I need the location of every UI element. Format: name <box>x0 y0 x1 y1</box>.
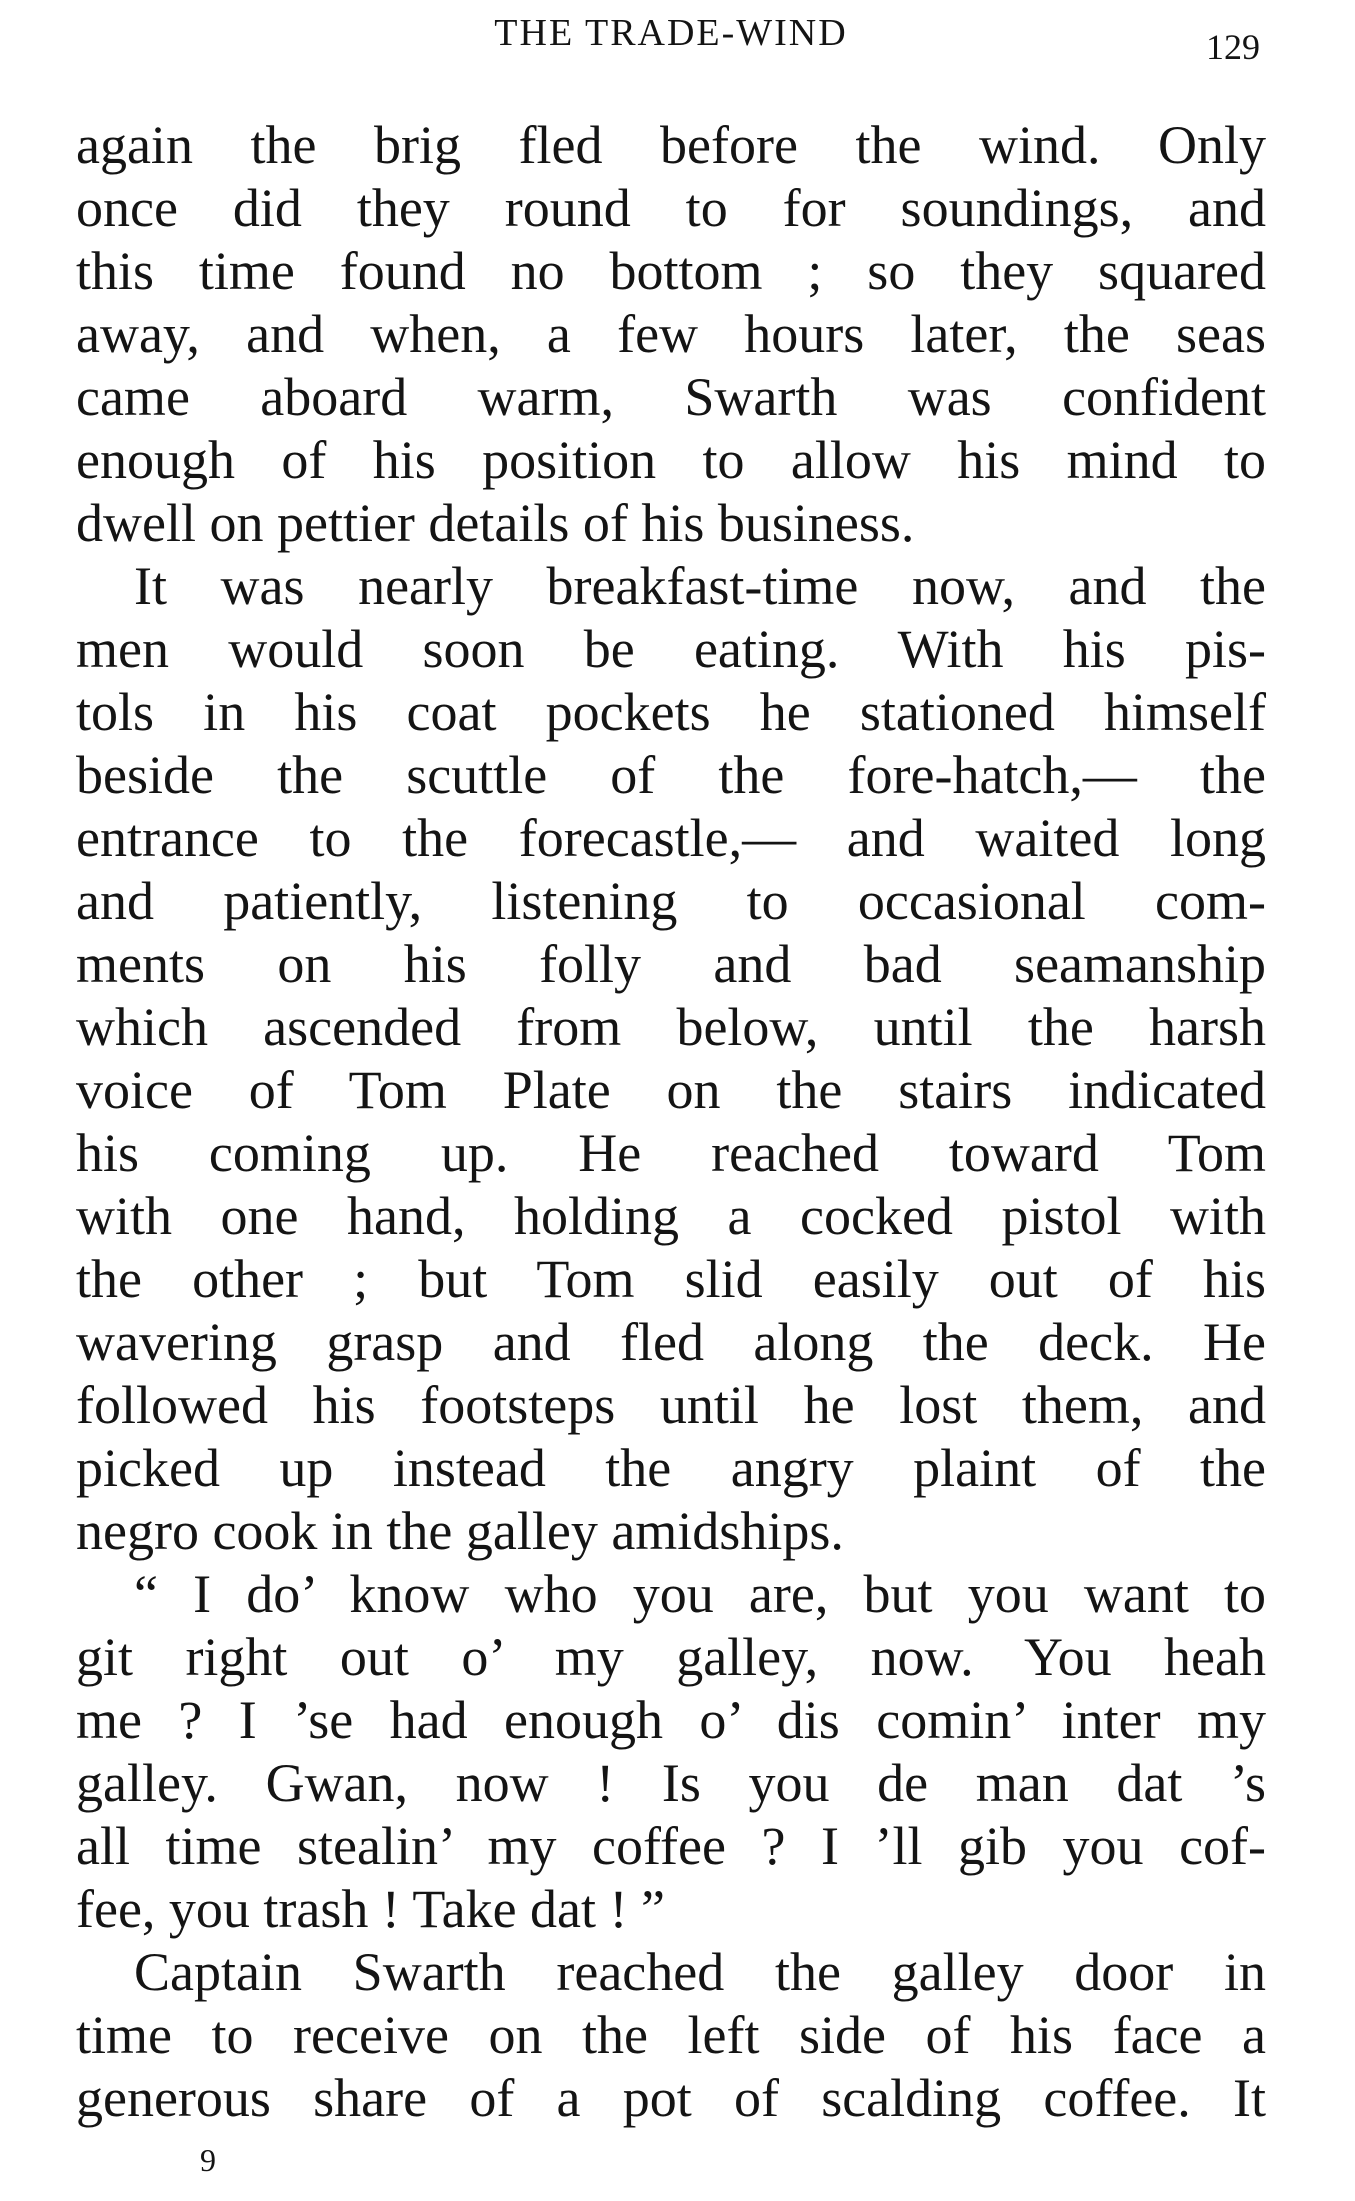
text-line: galley. Gwan, now ! Is you de man dat ’s <box>76 1753 1266 1813</box>
text-line: generous share of a pot of scalding coffee. It <box>76 2068 1266 2128</box>
text-line: fee, you trash ! Take dat ! ” <box>76 1879 665 1939</box>
signature-mark: 9 <box>200 2142 216 2178</box>
running-head <box>76 8 1266 67</box>
text-line: men would soon be eating. With his pis- <box>76 619 1266 679</box>
text-line: away, and when, a few hours later, the seas <box>76 304 1266 364</box>
text-line: tols in his coat pockets he stationed himself <box>76 682 1266 742</box>
running-title: THE TRADE-WIND <box>494 12 848 54</box>
text-line: git right out o’ my galley, now. You heah <box>76 1627 1266 1687</box>
text-line: me ? I ’se had enough o’ dis comin’ inter my <box>76 1690 1266 1750</box>
text-line: all time stealin’ my coffee ? I ’ll gib you cof- <box>76 1816 1266 1876</box>
text-line: entrance to the forecastle,— and waited long <box>76 808 1266 868</box>
text-line: and patiently, listening to occasional com- <box>76 871 1266 931</box>
text-line: time to receive on the left side of his face a <box>76 2005 1266 2065</box>
text-line: Captain Swarth reached the galley door in <box>134 1942 1266 2002</box>
text-line: came aboard warm, Swarth was confident <box>76 367 1266 427</box>
text-line: ments on his folly and bad seamanship <box>76 934 1266 994</box>
text-line: his coming up. He reached toward Tom <box>76 1123 1266 1183</box>
page-number: 129 <box>1206 27 1260 67</box>
text-line: again the brig fled before the wind. Only <box>76 115 1266 175</box>
text-line: “ I do’ know who you are, but you want to <box>134 1564 1266 1624</box>
text-line: dwell on pettier details of his business. <box>76 493 915 553</box>
text-line: It was nearly breakfast-time now, and the <box>134 556 1266 616</box>
text-line: which ascended from below, until the harsh <box>76 997 1266 1057</box>
text-line: followed his footsteps until he lost them, and <box>76 1375 1266 1435</box>
text-line: once did they round to for soundings, and <box>76 178 1266 238</box>
text-line: this time found no bottom ; so they squared <box>76 241 1266 301</box>
text-line: beside the scuttle of the fore-hatch,— the <box>76 745 1266 805</box>
text-line: the other ; but Tom slid easily out of his <box>76 1249 1266 1309</box>
text-line: wavering grasp and fled along the deck. He <box>76 1312 1266 1372</box>
text-line: enough of his position to allow his mind to <box>76 430 1266 490</box>
text-line: with one hand, holding a cocked pistol with <box>76 1186 1266 1246</box>
body-text <box>76 114 1266 2130</box>
text-line: picked up instead the angry plaint of the <box>76 1438 1266 1498</box>
text-line: voice of Tom Plate on the stairs indicated <box>76 1060 1266 1120</box>
text-line: negro cook in the galley amidships. <box>76 1501 844 1561</box>
